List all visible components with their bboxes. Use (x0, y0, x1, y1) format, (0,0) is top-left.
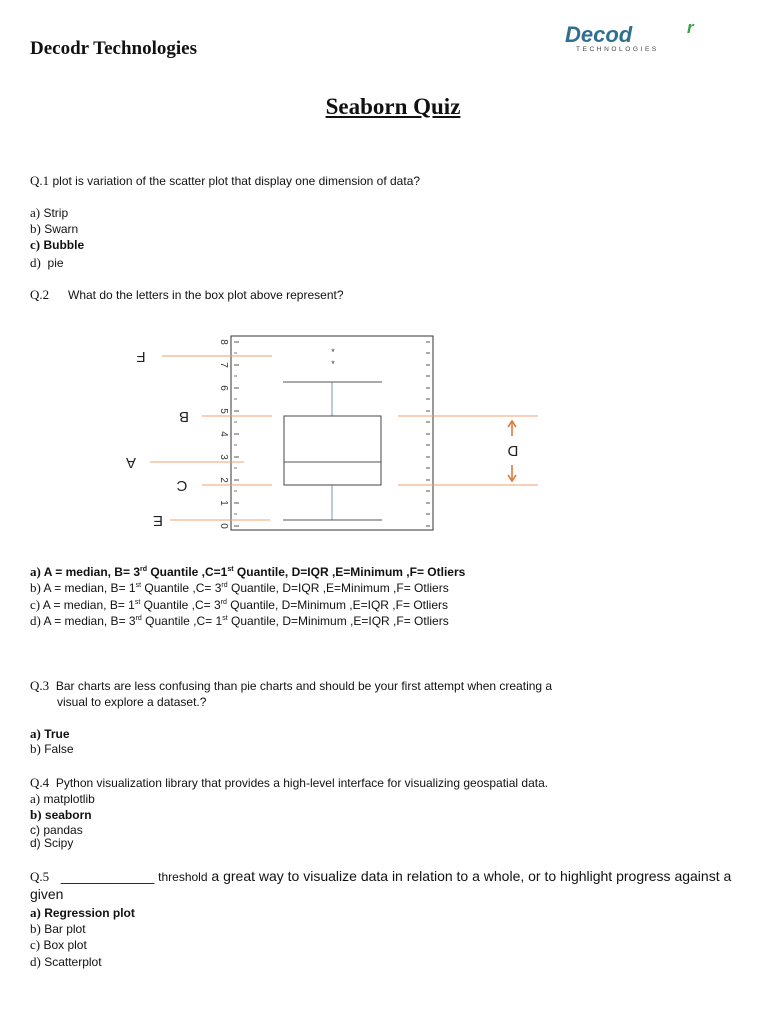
q2-option-a: a) A = median, B= 3rd Quantile ,C=1st Quantile, D=IQR ,E=Minimum ,F= Otliers (30, 564, 466, 579)
iqr-box (284, 416, 381, 485)
question-2 (30, 287, 344, 303)
question-number: Q.5 (30, 869, 50, 884)
question-3-continued: visual to explore a dataset.? (57, 695, 207, 709)
q1-option-b: b) Swarn (30, 221, 79, 236)
q2-option-b: b) A = median, B= 1st Quantile ,C= 3rd Quantile, D=IQR ,E=Minimum ,F= Otliers (30, 580, 449, 595)
letter-b: B (178, 408, 190, 426)
q5-option-b: b) Bar plot (30, 921, 86, 936)
q1-option-c: c) Bubble (30, 237, 85, 252)
q5-option-a: a) Regression plot (30, 905, 135, 920)
question-number: Q.3 (30, 678, 50, 693)
tick-label: 5 (218, 408, 229, 414)
page-title: Seaborn Quiz (325, 94, 461, 119)
question-number: Q.1 (30, 173, 50, 188)
question-number: Q.2 (30, 287, 50, 302)
question-small-text: threshold (158, 870, 208, 884)
q4-option-b: b) seaborn (30, 807, 92, 822)
tick-label: 8 (218, 339, 229, 345)
logo-sup: r (687, 20, 694, 37)
tick-label: 2 (218, 477, 229, 483)
tick-label: 6 (218, 385, 229, 391)
q5-option-c: c) Box plot (30, 937, 87, 952)
q2-option-c: c) A = median, B= 1st Quantile ,C= 3rd Quantile, D=Minimum ,E=IQR ,F= Otliers (30, 597, 448, 612)
q3-option-b: b) False (30, 741, 74, 756)
q4-option-a: a) matplotlib (30, 791, 95, 806)
letter-c: C (176, 477, 188, 495)
q1-option-d: d) pie (30, 255, 64, 270)
q4-option-c: c) pandas (30, 823, 83, 837)
decodr-logo (565, 20, 710, 56)
tick-label: 7 (218, 362, 229, 368)
question-4 (30, 775, 548, 791)
svg-text:*: * (331, 347, 335, 357)
q3-option-a: a) True (30, 726, 70, 741)
question-text: What do the letters in the box plot above represent? (68, 288, 344, 302)
question-5 (30, 868, 731, 885)
letter-f: F (136, 348, 146, 366)
tick-label: 4 (218, 431, 229, 437)
svg-text:*: * (331, 359, 335, 369)
q4-option-d: d) Scipy (30, 836, 74, 850)
question-text: Bar charts are less confusing than pie charts and should be your first attempt when creating a (55, 679, 553, 693)
q5-option-d: d) Scatterplot (30, 954, 102, 969)
company-name: Decodr Technologies (30, 38, 197, 59)
q1-option-a: a) Strip (30, 205, 69, 220)
question-1 (30, 173, 420, 189)
question-text: a great way to visualize data in relation to a whole, or to highlight progress against a (211, 868, 732, 884)
logo-word: Decod (565, 22, 633, 47)
q2-option-d: d) A = median, B= 3rd Quantile ,C= 1st Quantile, D=Minimum ,E=IQR ,F= Otliers (30, 613, 449, 628)
box-plot-figure (118, 332, 543, 534)
question-text: Python visualization library that provides a high-level interface for visualizing geospatial data. (55, 776, 549, 790)
letter-d: D (507, 442, 519, 460)
letter-a: A (125, 454, 137, 472)
letter-e: E (152, 512, 164, 530)
answer-blank: ____________ (60, 868, 155, 884)
logo-subtext: TECHNOLOGIES (576, 46, 659, 53)
question-number: Q.4 (30, 775, 50, 790)
tick-label: 0 (218, 523, 229, 529)
question-text: plot is variation of the scatter plot that display one dimension of data? (52, 174, 421, 188)
tick-label: 1 (218, 500, 229, 506)
question-5-continued: given (30, 886, 64, 902)
tick-label: 3 (218, 454, 229, 460)
question-3 (30, 678, 552, 694)
